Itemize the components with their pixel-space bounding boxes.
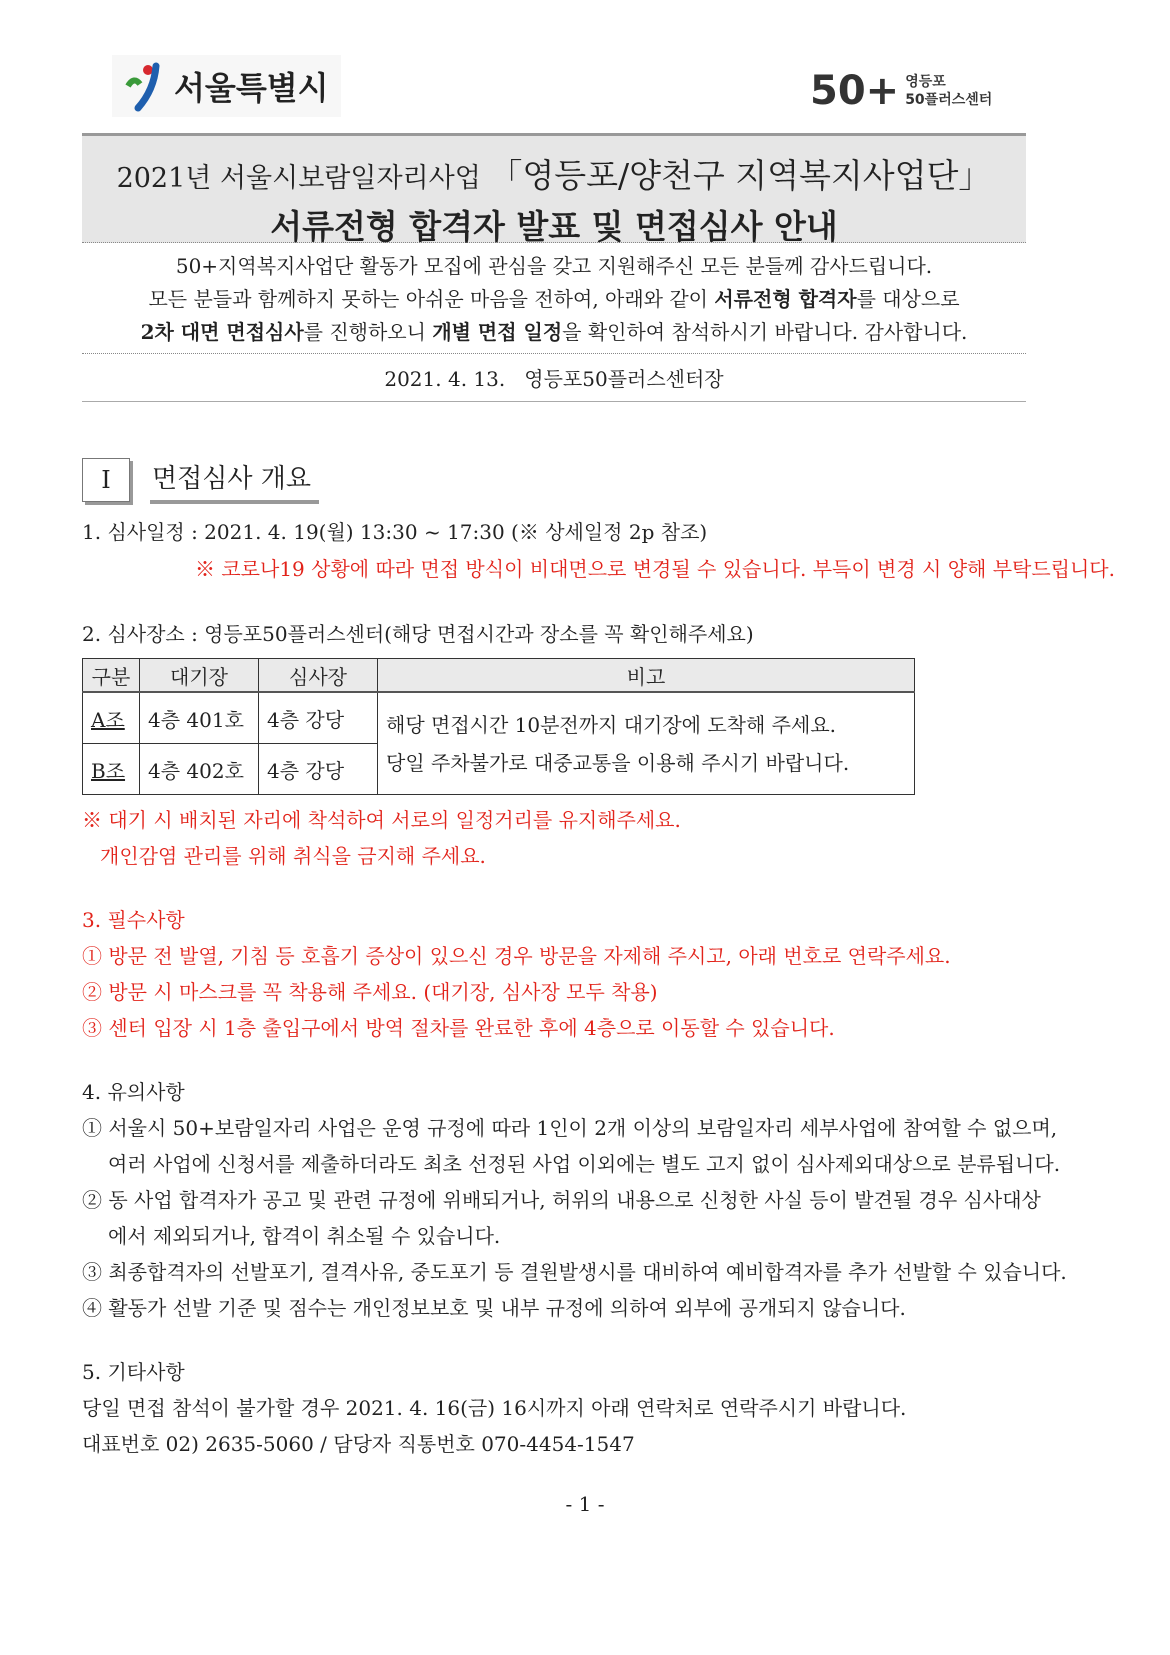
intro-bold: 2차 대면 면접심사 <box>140 320 304 344</box>
intro-text: 모든 분들과 함께하지 못하는 아쉬운 마음을 전하여, 아래와 같이 <box>148 287 715 311</box>
intro-text: 를 대상으로 <box>856 287 960 311</box>
note-line: 해당 면접시간 10분전까지 대기장에 도착해 주세요. <box>386 712 836 737</box>
exam-cell: 4층 강당 <box>259 744 378 795</box>
item5-heading: 5. 기타사항 <box>82 1360 185 1384</box>
section-number: I <box>82 458 130 502</box>
seoul-city-logo <box>112 55 341 117</box>
divider <box>82 401 1026 402</box>
section-title: 면접심사 개요 <box>150 458 319 504</box>
intro-bold: 개별 면접 일정 <box>432 320 563 344</box>
location-table <box>82 658 915 795</box>
header-group: 구분 <box>83 659 140 693</box>
intro-text: 를 진행하오니 <box>303 320 433 344</box>
intro-bold: 서류전형 합격자 <box>714 287 857 311</box>
item4-line: 여러 사업에 신청서를 제출하더라도 최초 선정된 사업 이외에는 별도 고지 없이 심사제외대상으로 분류됩니다. <box>108 1152 1061 1176</box>
fifty-plus-mark: 50+ <box>810 68 900 114</box>
header-exam: 심사장 <box>259 659 378 693</box>
exam-cell: 4층 강당 <box>259 692 378 744</box>
item2-location: 2. 심사장소 : 영등포50플러스센터(해당 면접시간과 장소를 꼭 확인해주세요) <box>82 622 754 646</box>
item4-heading: 4. 유의사항 <box>82 1080 185 1104</box>
item5-contact: 대표번호 02) 2635-5060 / 담당자 직통번호 070-4454-1547 <box>82 1432 635 1456</box>
waiting-cell: 4층 402호 <box>140 744 259 795</box>
note-cell <box>378 692 915 795</box>
group-cell: B조 <box>83 744 140 795</box>
item3-point: ① 방문 전 발열, 기침 등 호흡기 증상이 있으신 경우 방문을 자제해 주시고, 아래 번호로 연락주세요. <box>82 944 951 968</box>
item5-line-1: 당일 면접 참석이 불가할 경우 2021. 4. 16(금) 16시까지 아래 연락처로 연락주시기 바랍니다. <box>82 1396 907 1420</box>
item1-schedule: 1. 심사일정 : 2021. 4. 19(월) 13:30 ~ 17:30 (※ 상세일정 2p 참조) <box>82 520 708 544</box>
page-title: 서류전형 합격자 발표 및 면접심사 안내 <box>270 207 838 246</box>
item2-warning-2: 개인감염 관리를 위해 취식을 금지해 주세요. <box>100 844 486 868</box>
intro-text: 을 확인하여 참석하시기 바랍니다. 감사합니다. <box>562 320 968 344</box>
item2-warning-1: ※ 대기 시 배치된 자리에 착석하여 서로의 일정거리를 유지해주세요. <box>82 808 681 832</box>
item3-point: ② 방문 시 마스크를 꼭 착용해 주세요. (대기장, 심사장 모두 착용) <box>82 980 658 1004</box>
seoul-logo-icon <box>124 60 166 112</box>
date-line: 2021. 4. 13. 영등포50플러스센터장 <box>384 367 724 391</box>
item4-line: 에서 제외되거나, 합격이 취소될 수 있습니다. <box>108 1224 501 1248</box>
header-note: 비고 <box>378 659 915 693</box>
item4-line: ① 서울시 50+보람일자리 사업은 운영 규정에 따라 1인이 2개 이상의 보람일자리 세부사업에 참여할 수 없으며, <box>82 1116 1058 1140</box>
item3-heading: 3. 필수사항 <box>82 908 185 932</box>
waiting-cell: 4층 401호 <box>140 692 259 744</box>
divider <box>82 353 1026 354</box>
intro-line-1: 50+지역복지사업단 활동가 모집에 관심을 갖고 지원해주신 모든 분들께 감사드립니다. <box>175 254 933 278</box>
item4-line: ② 동 사업 합격자가 공고 및 관련 규정에 위배되거나, 허위의 내용으로 신청한 사실 등이 발견될 경우 심사대상 <box>82 1188 1041 1212</box>
note-line: 당일 주차불가로 대중교통을 이용해 주시기 바랍니다. <box>386 750 850 775</box>
group-cell: A조 <box>83 692 140 744</box>
title-prefix: 2021년 서울시보람일자리사업 <box>116 163 481 194</box>
table-row <box>83 692 915 744</box>
intro-line-3 <box>82 318 1026 346</box>
intro-line-2 <box>82 285 1026 313</box>
header-waiting: 대기장 <box>140 659 259 693</box>
seoul-logo-text: 서울특별시 <box>174 69 329 107</box>
item3-point: ③ 센터 입장 시 1층 출입구에서 방역 절차를 완료한 후에 4층으로 이동할 수 있습니다. <box>82 1016 835 1040</box>
center-logo-line1: 영등포 <box>905 74 946 90</box>
page-number: - 1 - <box>565 1492 605 1516</box>
fifty-plus-logo <box>810 68 992 114</box>
item4-line: ③ 최종합격자의 선발포기, 결격사유, 중도포기 등 결원발생시를 대비하여 예비합격자를 추가 선발할 수 있습니다. <box>82 1260 1067 1284</box>
item1-note: ※ 코로나19 상황에 따라 면접 방식이 비대면으로 변경될 수 있습니다. 부득이 변경 시 양해 부탁드립니다. <box>195 557 1115 581</box>
item4-line: ④ 활동가 선발 기준 및 점수는 개인정보보호 및 내부 규정에 의하여 외부에 공개되지 않습니다. <box>82 1296 906 1320</box>
center-logo-line2: 50플러스센터 <box>905 92 993 108</box>
title-project: 「영등포/양천구 지역복지사업단」 <box>489 156 992 195</box>
title-box <box>82 133 1026 246</box>
